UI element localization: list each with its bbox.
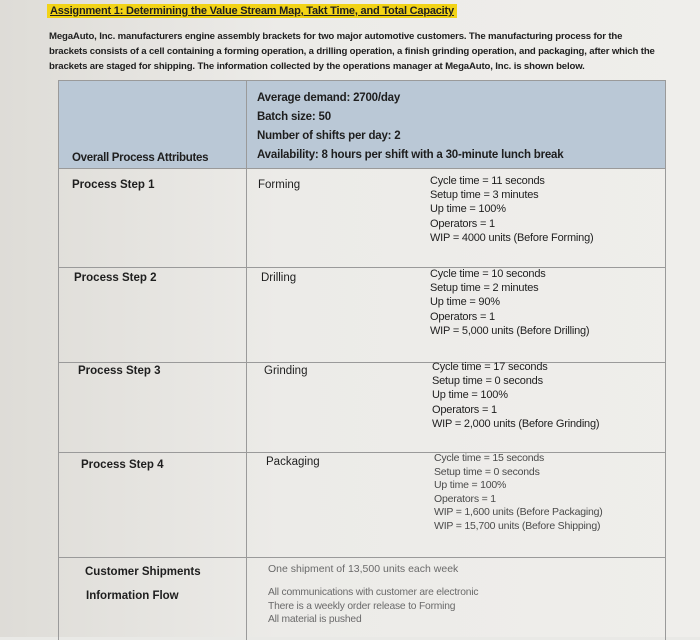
customer-shipments-label: Customer Shipments — [85, 566, 201, 578]
list-item: Up time = 90% — [430, 296, 500, 309]
list-item: Setup time = 0 seconds — [434, 465, 540, 478]
overall-attributes — [257, 89, 563, 165]
list-item: Operators = 1 — [432, 403, 497, 416]
row-divider — [58, 168, 666, 169]
table-border-top — [58, 80, 666, 81]
step-4-operation: Packaging — [266, 456, 320, 468]
average-demand: Average demand: 2700/day — [257, 92, 401, 104]
list-item: There is a weekly order release to Forming — [268, 600, 456, 612]
list-item: All communications with customer are electronic — [268, 587, 479, 598]
list-item: WIP = 1,600 units (Before Packaging) — [434, 506, 603, 519]
step-3-params — [432, 360, 599, 431]
intro-paragraph: MegaAuto, Inc. manufacturers engine assembly brackets for two major automotive customers. The manufacturing process for the brackets consists of a cell containing a forming operation, a drilling operation, a finish grinding operation, and packaging, after which the brackets are staged for shipping. The information collected by the operations manager at MegaAuto, Inc. is shown below. — [49, 31, 655, 72]
header-label: Overall Process Attributes — [72, 152, 209, 164]
list-item: All material is pushed — [268, 614, 362, 625]
step-3-operation: Grinding — [264, 365, 308, 377]
step-1-label: Process Step 1 — [72, 179, 155, 191]
assignment-title: Assignment 1: Determining the Value Stream Map, Takt Time, and Total Capacity — [47, 4, 457, 18]
table-divider-col1 — [246, 80, 247, 640]
list-item: Cycle time = 10 seconds — [430, 268, 546, 280]
list-item: Cycle time = 15 seconds — [434, 452, 545, 464]
list-item: Setup time = 3 minutes — [430, 189, 539, 202]
information-flow-lines — [268, 586, 478, 627]
list-item: Cycle time = 17 seconds — [432, 361, 548, 373]
list-item: Up time = 100% — [430, 203, 506, 216]
list-item: WIP = 4000 units (Before Forming) — [430, 231, 594, 244]
list-item: Setup time = 0 seconds — [432, 375, 543, 388]
step-2-label: Process Step 2 — [74, 272, 157, 284]
step-4-params — [434, 452, 603, 534]
process-table — [58, 80, 666, 640]
step-2-params — [430, 267, 589, 338]
step-1-params — [430, 174, 593, 245]
step-1-operation: Forming — [258, 179, 301, 191]
row-divider — [58, 557, 666, 558]
batch-size: Batch size: 50 — [257, 111, 331, 123]
list-item: Up time = 100% — [434, 479, 507, 492]
table-border-right — [665, 80, 666, 640]
list-item: WIP = 15,700 units (Before Shipping) — [434, 519, 601, 532]
list-item: WIP = 5,000 units (Before Drilling) — [430, 324, 590, 337]
step-2-operation: Drilling — [261, 272, 297, 284]
list-item: Operators = 1 — [430, 310, 495, 323]
customer-shipments-value: One shipment of 13,500 units each week — [268, 563, 459, 575]
shifts-per-day: Number of shifts per day: 2 — [257, 130, 401, 142]
list-item: Up time = 100% — [432, 389, 508, 402]
list-item: Operators = 1 — [430, 217, 495, 230]
list-item: Setup time = 2 minutes — [430, 282, 539, 295]
step-4-label: Process Step 4 — [81, 459, 164, 471]
list-item: Operators = 1 — [434, 492, 496, 505]
step-3-label: Process Step 3 — [78, 365, 161, 377]
list-item: WIP = 2,000 units (Before Grinding) — [432, 417, 600, 430]
table-border-left — [58, 80, 59, 640]
information-flow-label: Information Flow — [86, 590, 179, 602]
list-item: Cycle time = 11 seconds — [430, 175, 545, 187]
availability: Availability: 8 hours per shift with a 30-minute lunch break — [257, 149, 564, 161]
